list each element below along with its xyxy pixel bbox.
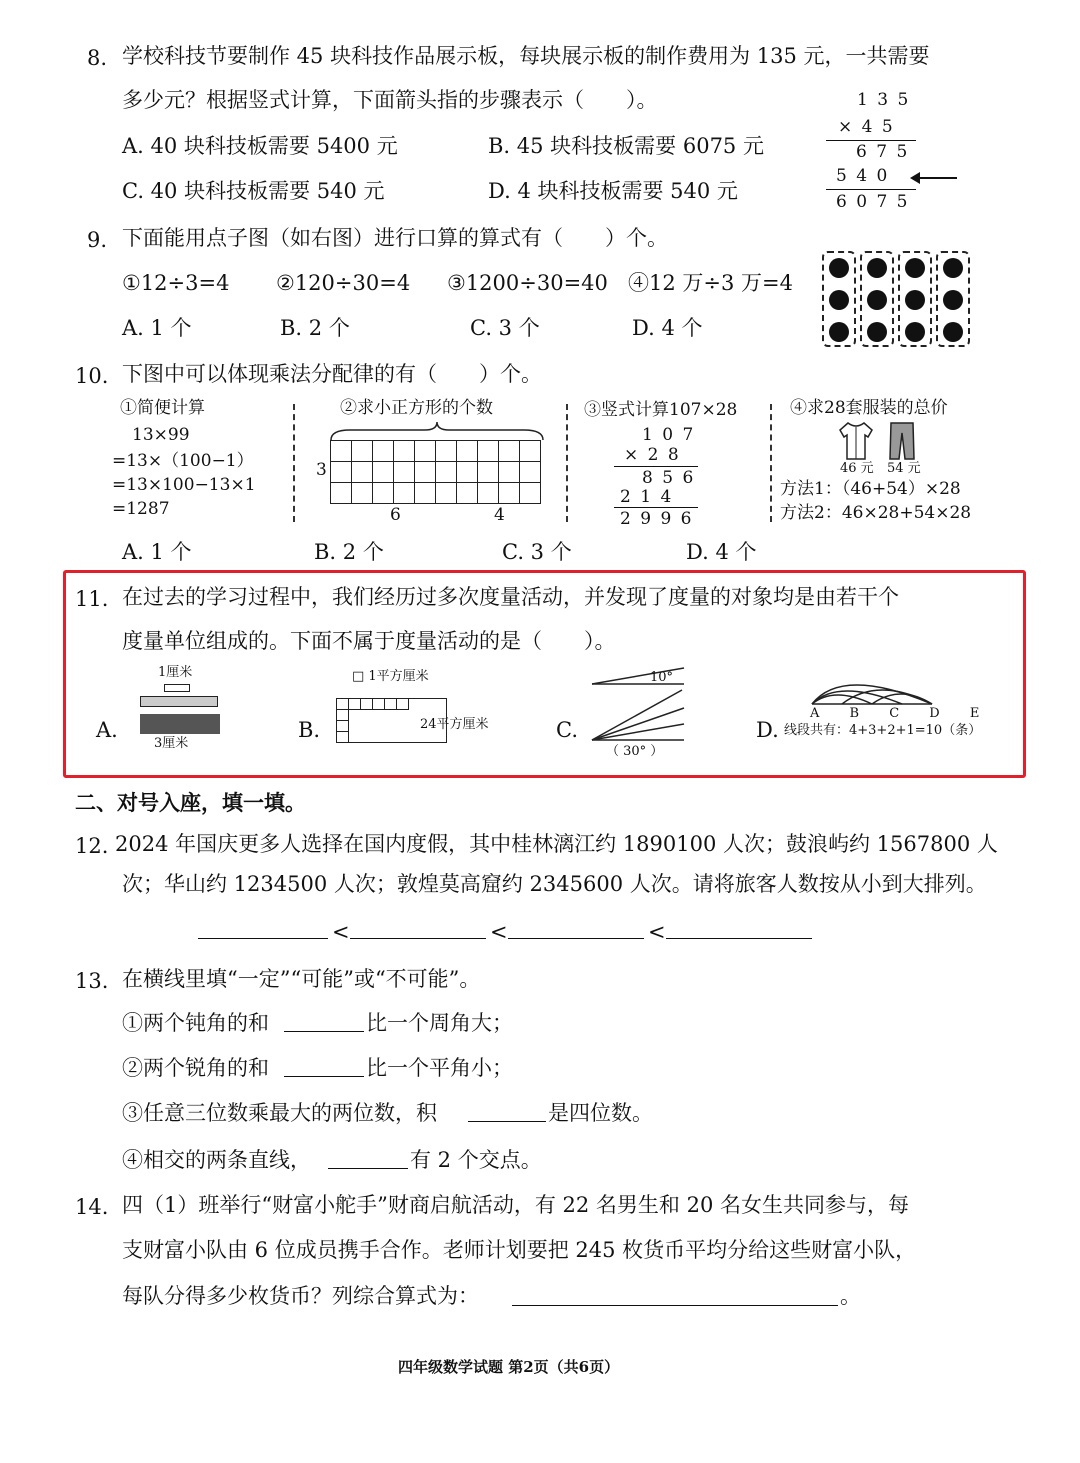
q12-blank-4[interactable] bbox=[666, 938, 812, 939]
q13-item1-b: 比一个周角大； bbox=[366, 1011, 513, 1035]
calc-row: 8 5 6 bbox=[642, 468, 696, 488]
q8-number: 8. bbox=[87, 46, 108, 70]
q9-expr-3: ③1200÷30=40 bbox=[447, 271, 608, 295]
calc-row: × 2 8 bbox=[624, 445, 681, 465]
q8-option-c[interactable]: C. 40 块科技板需要 540 元 bbox=[122, 179, 385, 203]
q10-p4-price1: 46 元 bbox=[840, 461, 874, 476]
q12-lt: < bbox=[648, 920, 666, 944]
q10-option-d[interactable]: D. 4 个 bbox=[686, 540, 757, 564]
q13-item3-a: ③任意三位数乘最大的两位数，积 bbox=[122, 1101, 437, 1125]
q13-blank-4[interactable] bbox=[328, 1168, 408, 1169]
q13-blank-3[interactable] bbox=[468, 1121, 546, 1122]
q14-line3: 每队分得多少枚货币？列综合算式为： bbox=[122, 1284, 479, 1308]
q13-item2-a: ②两个锐角的和 bbox=[122, 1056, 269, 1080]
q9-line1: 下面能用点子图（如右图）进行口算的算式有（ ）个。 bbox=[122, 226, 668, 250]
q10-p1-line: =1287 bbox=[112, 499, 170, 519]
q8-line2: 多少元？根据竖式计算，下面箭头指的步骤表示（ ）。 bbox=[122, 88, 658, 112]
q10-p1-line: =13×100−13×1 bbox=[112, 475, 256, 495]
q11-c-unit: 10° bbox=[650, 670, 674, 685]
q11-d-labels: A B C D E bbox=[810, 706, 993, 721]
pants-icon bbox=[888, 421, 916, 461]
calc-line bbox=[826, 140, 916, 141]
q9-option-d[interactable]: D. 4 个 bbox=[632, 316, 703, 340]
q10-p4-method1: 方法1：（46+54）×28 bbox=[780, 479, 961, 499]
q10-option-c[interactable]: C. 3 个 bbox=[502, 540, 572, 564]
q13-item2-b: 比一个平角小； bbox=[366, 1056, 513, 1080]
q10-p2-bottom: 6 bbox=[390, 505, 401, 525]
q10-p4-price2: 54 元 bbox=[887, 461, 921, 476]
q14-end: 。 bbox=[840, 1284, 861, 1308]
q12-blank-2[interactable] bbox=[350, 938, 486, 939]
q8-option-a[interactable]: A. 40 块科技板需要 5400 元 bbox=[122, 134, 398, 158]
q10-option-a[interactable]: A. 1 个 bbox=[122, 540, 192, 564]
q10-option-b[interactable]: B. 2 个 bbox=[314, 540, 384, 564]
q11-number: 11. bbox=[75, 587, 109, 611]
q13-blank-1[interactable] bbox=[284, 1031, 364, 1032]
q10-p4-method2: 方法2：46×28+54×28 bbox=[780, 503, 972, 523]
shirt-icon bbox=[838, 421, 874, 461]
q13-number: 13. bbox=[75, 969, 109, 993]
q14-line2: 支财富小队由 6 位成员携手合作。老师计划要把 245 枚货币平均分给这些财富小队， bbox=[122, 1238, 917, 1262]
unit-bar bbox=[164, 684, 190, 692]
q11-b-unit: □ 1平方厘米 bbox=[352, 669, 429, 684]
calc-row: 5 4 0 bbox=[836, 166, 890, 186]
q11-a-unit: 1厘米 bbox=[158, 665, 193, 680]
calc-line bbox=[614, 507, 698, 508]
segment-arcs bbox=[808, 672, 938, 708]
q10-p2-title: ②求小正方形的个数 bbox=[340, 398, 493, 418]
arrow-head-icon bbox=[910, 172, 920, 184]
brace-icon bbox=[330, 420, 544, 442]
q11-option-c[interactable]: C. bbox=[556, 718, 578, 742]
arrow-icon bbox=[915, 177, 957, 179]
q9-expr-2: ②120÷30=4 bbox=[276, 271, 411, 295]
q10-p1-line: =13×（100−1） bbox=[112, 451, 254, 471]
q8-line1: 学校科技节要制作 45 块科技作品展示板，每块展示板的制作费用为 135 元，一共需要 bbox=[122, 44, 930, 68]
q9-option-c[interactable]: C. 3 个 bbox=[470, 316, 540, 340]
q13-item4-b: 有 2 个交点。 bbox=[410, 1148, 542, 1172]
q14-number: 14. bbox=[75, 1195, 109, 1219]
q12-blank-3[interactable] bbox=[508, 938, 644, 939]
q11-line1: 在过去的学习过程中，我们经历过多次度量活动，并发现了度量的对象均是由若干个 bbox=[122, 585, 899, 609]
q12-number: 12. bbox=[75, 834, 109, 858]
q11-option-a[interactable]: A. bbox=[96, 718, 118, 742]
q11-a-total: 3厘米 bbox=[154, 736, 189, 751]
calc-row: × 4 5 bbox=[838, 117, 895, 137]
q12-line1: 2024 年国庆更多人选择在国内度假，其中桂林漓江约 1890100 人次；鼓浪屿约 1567800 人 bbox=[115, 832, 998, 856]
calc-row: 6 7 5 bbox=[856, 142, 910, 162]
page-footer: 四年级数学试题 第2页（共6页） bbox=[398, 1358, 620, 1376]
q9-option-b[interactable]: B. 2 个 bbox=[280, 316, 350, 340]
q9-expr-1: ①12÷3=4 bbox=[122, 271, 230, 295]
calc-line bbox=[826, 189, 916, 190]
section-2-title: 二、对号入座，填一填。 bbox=[75, 790, 306, 815]
q12-lt: < bbox=[490, 920, 508, 944]
measured-bar bbox=[140, 714, 220, 734]
q8-option-b[interactable]: B. 45 块科技板需要 6075 元 bbox=[488, 134, 764, 158]
q11-option-b[interactable]: B. bbox=[298, 718, 321, 742]
q10-p1-line: 13×99 bbox=[132, 425, 190, 445]
calc-row: 6 0 7 5 bbox=[836, 192, 910, 212]
q12-line2: 次；华山约 1234500 人次；敦煌莫高窟约 2345600 人次。请将旅客人数按从小到大排列。 bbox=[122, 872, 987, 896]
calc-line bbox=[614, 466, 698, 467]
q10-p1-title: ①简便计算 bbox=[120, 398, 205, 418]
q14-blank[interactable] bbox=[512, 1305, 838, 1306]
q10-p3-title: ③竖式计算107×28 bbox=[584, 400, 738, 420]
q9-expr-4: ④12 万÷3 万=4 bbox=[628, 271, 793, 295]
q10-line1: 下图中可以体现乘法分配律的有（ ）个。 bbox=[122, 362, 542, 386]
calc-row: 2 1 4 bbox=[620, 487, 674, 507]
q13-item3-b: 是四位数。 bbox=[548, 1101, 653, 1125]
divider bbox=[770, 404, 772, 522]
q10-p4-title: ④求28套服装的总价 bbox=[790, 398, 948, 418]
q13-item4-a: ④相交的两条直线， bbox=[122, 1148, 311, 1172]
ruler-bar bbox=[140, 696, 218, 707]
q11-c-total: （ 30° ） bbox=[606, 744, 664, 759]
q12-blank-1[interactable] bbox=[198, 938, 328, 939]
q13-item1-a: ①两个钝角的和 bbox=[122, 1011, 269, 1035]
calc-row: 2 9 9 6 bbox=[620, 509, 694, 529]
calc-row: 1 0 7 bbox=[642, 425, 696, 445]
divider bbox=[566, 404, 568, 522]
q13-line1: 在横线里填“一定”“可能”或“不可能”。 bbox=[122, 967, 481, 991]
square-grid bbox=[330, 440, 541, 504]
q13-blank-2[interactable] bbox=[284, 1076, 364, 1077]
q11-line2: 度量单位组成的。下面不属于度量活动的是（ ）。 bbox=[122, 629, 616, 653]
calc-row: 1 3 5 bbox=[857, 90, 911, 110]
q10-number: 10. bbox=[75, 364, 109, 388]
q11-b-total: 24平方厘米 bbox=[420, 717, 489, 732]
q14-line1: 四（1）班举行“财富小舵手”财商启航活动，有 22 名男生和 20 名女生共同参与，每 bbox=[122, 1193, 909, 1217]
q11-d-text: 线段共有：4+3+2+1=10（条） bbox=[784, 723, 982, 738]
q9-number: 9. bbox=[87, 228, 108, 252]
q12-lt: < bbox=[332, 920, 350, 944]
q9-option-a[interactable]: A. 1 个 bbox=[122, 316, 192, 340]
q8-option-d[interactable]: D. 4 块科技板需要 540 元 bbox=[488, 179, 738, 203]
divider bbox=[293, 404, 295, 522]
q10-p2-bottom: 4 bbox=[494, 505, 505, 525]
q11-option-d[interactable]: D. bbox=[756, 718, 779, 742]
q10-p2-side: 3 bbox=[316, 460, 327, 480]
